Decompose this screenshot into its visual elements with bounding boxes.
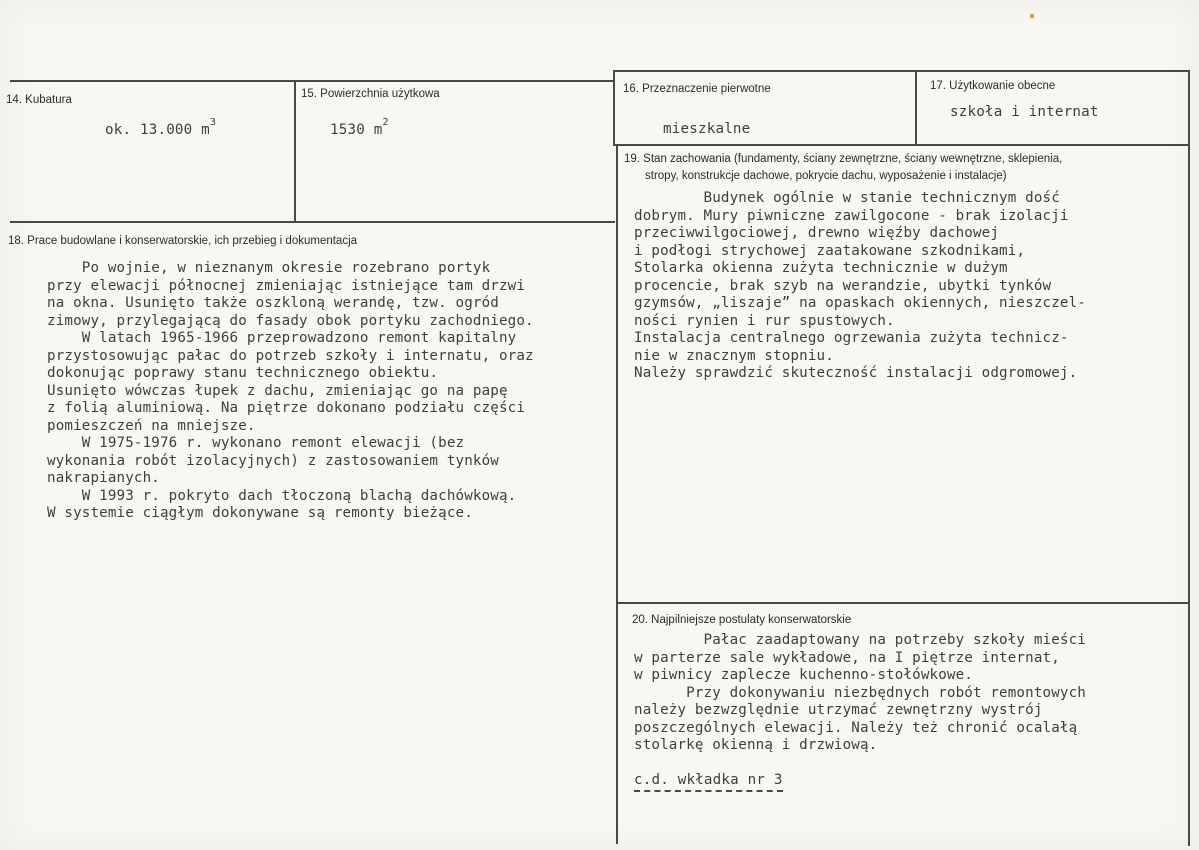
prace-line: W 1993 r. pokryto dach tłoczoną blachą dachówkową. xyxy=(47,487,517,504)
postulaty-line: należy bezwzględnie utrzymać zewnętrzny wystrój xyxy=(634,702,1043,718)
stan-line: Należy sprawdzić skuteczność instalacji odgromowej. xyxy=(634,365,1078,381)
prace-line: pomieszczeń na mniejsze. xyxy=(47,417,256,434)
stan-text xyxy=(634,190,1086,383)
przeznaczenie-label: 16. Przeznaczenie pierwotne xyxy=(623,83,771,95)
divider-16-17 xyxy=(915,70,917,146)
stan-line: procencie, brak szyb na werandzie, ubytki tynków xyxy=(634,277,1052,294)
kubatura-value-text: ok. 13.000 m xyxy=(105,122,210,138)
stan-label-line2: stropy, konstrukcje dachowe, pokrycie dachu, wyposażenie i instalacje) xyxy=(645,170,1007,182)
postulaty-line: Pałac zaadaptowany na potrzeby szkoły mieści xyxy=(634,632,1086,648)
kubatura-unit-exponent: 3 xyxy=(209,117,217,128)
stan-line: ności rynien i rur spustowych. xyxy=(634,312,895,329)
stan-line: Stolarka okienna zużyta technicznie w dużym xyxy=(634,260,1008,276)
orange-mark xyxy=(1030,14,1034,18)
prace-line: Usunięto wówczas łupek z dachu, zmieniając go na papę xyxy=(47,382,508,399)
stan-line: dobrym. Mury piwniczne zawilgocone - brak izolacji xyxy=(634,207,1069,224)
divider-center-lower xyxy=(616,144,618,844)
continuation-note: c.d. wkładka nr 3 xyxy=(634,772,783,792)
stan-label-line1: 19. Stan zachowania (fundamenty, ściany zewnętrzne, ściany wewnętrzne, sklepienia, xyxy=(624,153,1063,165)
postulaty-line: stolarkę okienną i drzwiową. xyxy=(634,737,878,753)
prace-line: wykonania robót izolacyjnych) z zastosowaniem tynków xyxy=(47,452,499,469)
powierzchnia-value xyxy=(330,117,389,138)
stan-line: i podłogi strychowej zaatakowane szkodnikami, xyxy=(634,242,1026,259)
uzytkowanie-label: 17. Użytkowanie obecne xyxy=(930,80,1056,92)
rule-14-15-bottom xyxy=(10,221,615,223)
prace-line: na okna. Usunięto także oszkloną werandę, tzw. ogród xyxy=(47,295,499,311)
prace-line: Po wojnie, w nieznanym okresie rozebrano portyk xyxy=(47,260,491,276)
prace-text xyxy=(47,260,534,523)
prace-line: dokonując poprawy stanu technicznego obiektu. xyxy=(47,365,439,381)
przeznaczenie-value: mieszkalne xyxy=(663,121,751,137)
prace-line: z folią aluminiową. Na piętrze dokonano podziału części xyxy=(47,400,526,416)
prace-line: przy elewacji północnej zmieniając istniejące tam drzwi xyxy=(47,277,526,294)
top-rule-left xyxy=(10,80,615,82)
prace-line: przystosowując pałac do potrzeb szkoły i internatu, oraz xyxy=(47,347,534,364)
kubatura-value xyxy=(105,117,217,138)
prace-label: 18. Prace budowlane i konserwatorskie, ich przebieg i dokumentacja xyxy=(8,235,358,247)
postulaty-text xyxy=(634,632,1086,755)
prace-line: W 1975-1976 r. wykonano remont elewacji (bez xyxy=(47,435,465,451)
stan-line: przeciwwilgociowej, drewno więźby dachowej xyxy=(634,225,1000,241)
prace-line: W systemie ciągłym dokonywane są remonty bieżące. xyxy=(47,505,473,521)
stan-line: Instalacja centralnego ogrzewania zużyta technicz- xyxy=(634,330,1069,346)
postulaty-line: w piwnicy zaplecze kuchenno-stołówkowe. xyxy=(634,667,973,683)
top-rule-right xyxy=(613,70,1189,72)
uzytkowanie-value: szkoła i internat xyxy=(950,104,1099,120)
rule-16-17-bottom xyxy=(613,144,1189,146)
powierzchnia-label: 15. Powierzchnia użytkowa xyxy=(301,88,440,100)
postulaty-label: 20. Najpilniejsze postulaty konserwatorskie xyxy=(632,614,852,626)
powierzchnia-value-text: 1530 m xyxy=(330,122,383,138)
rule-19-bottom xyxy=(618,602,1190,604)
divider-14-15 xyxy=(294,80,296,223)
stan-line: Budynek ogólnie w stanie technicznym dość xyxy=(634,190,1060,206)
postulaty-line: w parterze sale wykładowe, na I piętrze internat, xyxy=(634,649,1060,666)
divider-center xyxy=(613,70,615,146)
postulaty-line: poszczególnych elewacji. Należy też chronić ocalałą xyxy=(634,719,1078,736)
prace-line: nakrapianych. xyxy=(47,470,160,486)
prace-line: zimowy, przylegającą do fasady obok portyku zachodniego. xyxy=(47,312,534,329)
stan-line: nie w znacznym stopniu. xyxy=(634,347,834,364)
stan-line: gzymsów, „liszaje” na opaskach okiennych, nieszczel- xyxy=(634,295,1086,311)
postulaty-line: Przy dokonywaniu niezbędnych robót remontowych xyxy=(634,684,1086,701)
powierzchnia-unit-exponent: 2 xyxy=(382,117,389,128)
kubatura-label: 14. Kubatura xyxy=(6,94,72,106)
right-edge-rule xyxy=(1188,70,1190,846)
prace-line: W latach 1965-1966 przeprowadzono remont kapitalny xyxy=(47,330,517,346)
